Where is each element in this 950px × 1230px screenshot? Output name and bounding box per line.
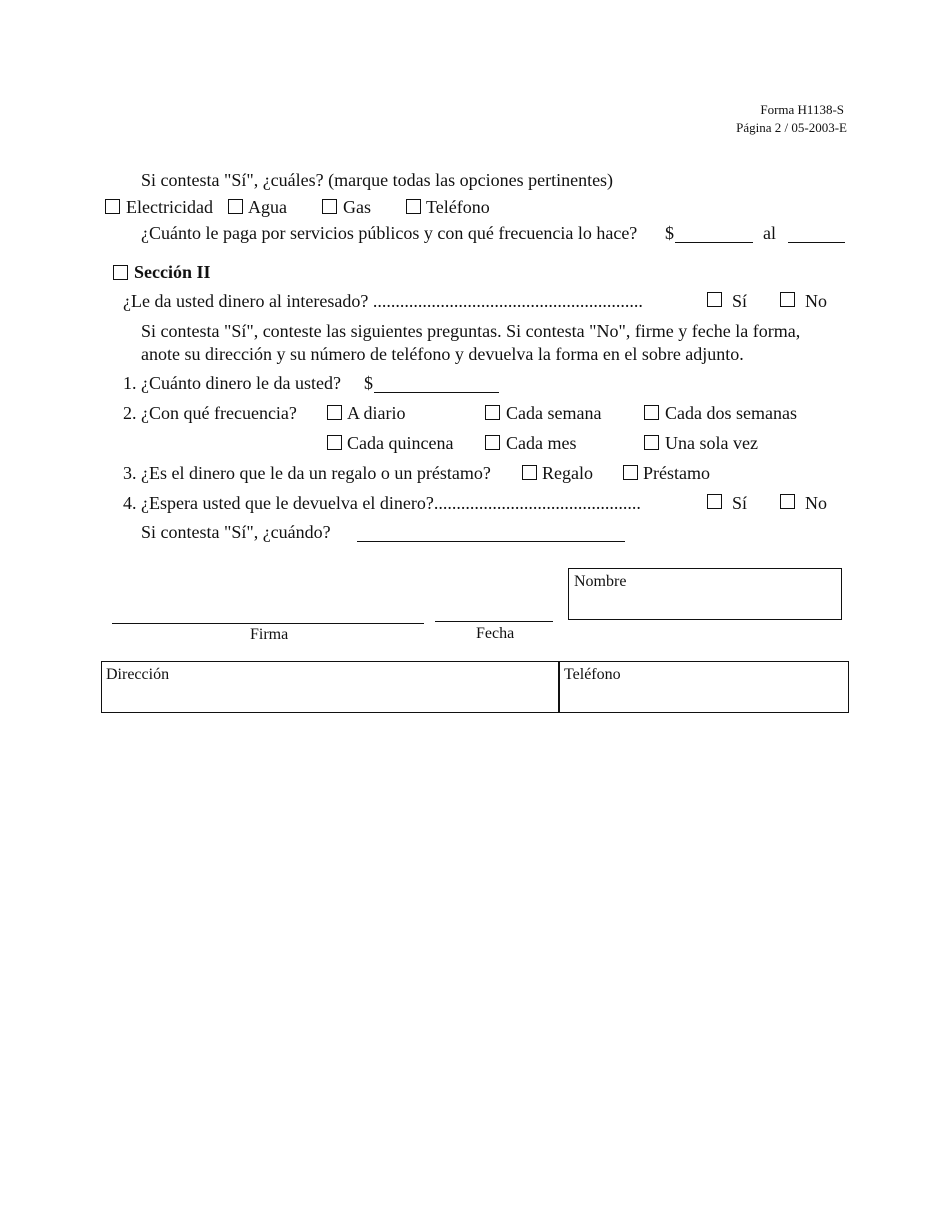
instructions-line-2: anote su dirección y su número de teléfono y devuelva la forma en el sobre adjunto.	[141, 344, 744, 364]
question-1-currency: $	[364, 373, 373, 393]
repay-no-label: No	[805, 493, 827, 513]
money-yes-checkbox[interactable]	[707, 292, 722, 307]
repay-yes-label: Sí	[732, 493, 748, 513]
money-no-label: No	[805, 291, 827, 311]
gas-label: Gas	[343, 197, 371, 217]
address-box[interactable]	[101, 661, 560, 713]
date-label: Fecha	[476, 625, 515, 642]
monthly-checkbox[interactable]	[485, 435, 500, 450]
money-yes-label: Sí	[732, 291, 748, 311]
signature-label: Firma	[250, 626, 289, 643]
gift-label: Regalo	[542, 463, 593, 483]
instructions-line-1: Si contesta "Sí", conteste las siguientes preguntas. Si contesta "No", firme y feche la forma,	[141, 321, 801, 341]
phone-box-label: Teléfono	[564, 666, 621, 683]
currency-sign: $	[665, 223, 674, 243]
biweekly-label: Cada dos semanas	[665, 403, 797, 423]
phone-box[interactable]	[558, 661, 849, 713]
phone-label: Teléfono	[426, 197, 490, 217]
money-question: ¿Le da usted dinero al interesado? ............................................................	[123, 291, 643, 311]
one-time-label: Una sola vez	[665, 433, 758, 453]
name-box[interactable]	[568, 568, 842, 620]
name-label: Nombre	[574, 573, 627, 590]
gift-checkbox[interactable]	[522, 465, 537, 480]
utilities-intro: Si contesta "Sí", ¿cuáles? (marque todas las opciones pertinentes)	[141, 170, 614, 190]
utilities-amount-field[interactable]	[675, 242, 753, 243]
utilities-payment-question: ¿Cuánto le paga por servicios públicos y con qué frecuencia lo hace?	[141, 223, 638, 243]
weekly-label: Cada semana	[506, 403, 602, 423]
biweekly-checkbox[interactable]	[644, 405, 659, 420]
repay-yes-checkbox[interactable]	[707, 494, 722, 509]
date-line[interactable]	[435, 621, 553, 622]
gas-checkbox[interactable]	[322, 199, 337, 214]
daily-checkbox[interactable]	[327, 405, 342, 420]
utilities-frequency-field[interactable]	[788, 242, 845, 243]
al-label: al	[763, 223, 776, 243]
address-label: Dirección	[106, 666, 170, 683]
form-number: Forma H1138-S	[760, 102, 844, 117]
question-2: 2. ¿Con qué frecuencia?	[123, 403, 297, 423]
water-label: Agua	[248, 197, 287, 217]
electricity-checkbox[interactable]	[105, 199, 120, 214]
fortnightly-checkbox[interactable]	[327, 435, 342, 450]
one-time-checkbox[interactable]	[644, 435, 659, 450]
when-field[interactable]	[357, 541, 625, 542]
section2-title: Sección II	[134, 262, 211, 282]
phone-checkbox[interactable]	[406, 199, 421, 214]
question-3: 3. ¿Es el dinero que le da un regalo o un préstamo?	[123, 463, 491, 483]
question-1: 1. ¿Cuánto dinero le da usted?	[123, 373, 341, 393]
amount-given-field[interactable]	[374, 392, 499, 393]
electricity-label: Electricidad	[126, 197, 213, 217]
signature-line[interactable]	[112, 623, 424, 624]
daily-label: A diario	[347, 403, 406, 423]
monthly-label: Cada mes	[506, 433, 577, 453]
repay-no-checkbox[interactable]	[780, 494, 795, 509]
loan-checkbox[interactable]	[623, 465, 638, 480]
money-no-checkbox[interactable]	[780, 292, 795, 307]
fortnightly-label: Cada quincena	[347, 433, 454, 453]
question-4: 4. ¿Espera usted que le devuelva el dinero?..............................................	[123, 493, 641, 513]
loan-label: Préstamo	[643, 463, 710, 483]
section2-checkbox[interactable]	[113, 265, 128, 280]
water-checkbox[interactable]	[228, 199, 243, 214]
weekly-checkbox[interactable]	[485, 405, 500, 420]
page-info: Página 2 / 05-2003-E	[736, 120, 847, 135]
when-label: Si contesta "Sí", ¿cuándo?	[141, 522, 331, 542]
